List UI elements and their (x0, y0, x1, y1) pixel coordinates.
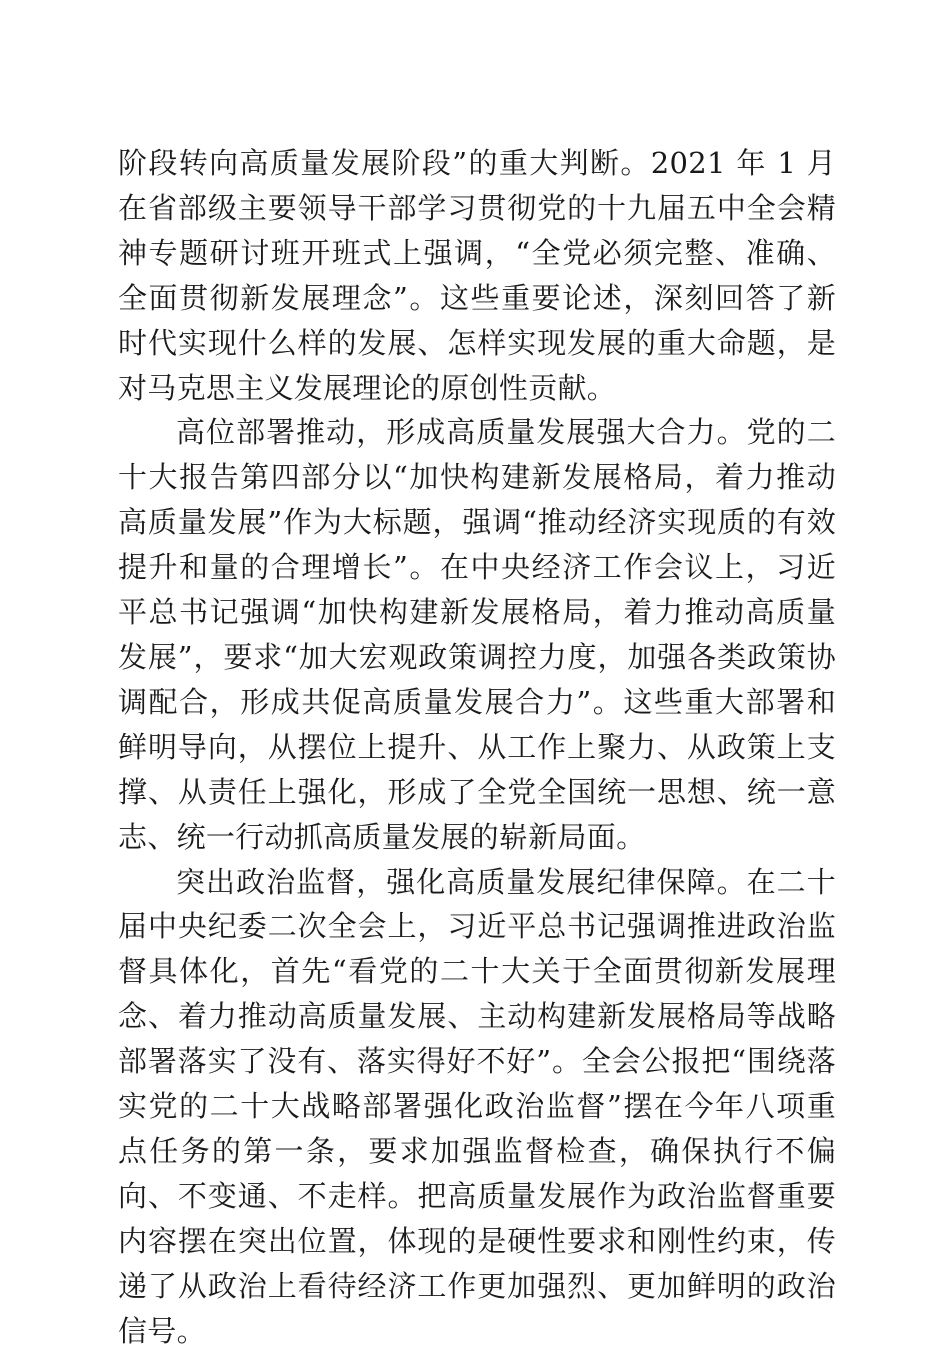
document-body (118, 141, 836, 1353)
paragraph-continuation: 阶段转向高质量发展阶段”的重大判断。2021 年 1 月在省部级主要领导干部学习贯彻党的十九届五中全会精神专题研讨班开班式上强调，“全党必须完整、准确、全面贯彻新发展理念”。这些重要论述，深刻回答了新时代实现什么样的发展、怎样实现发展的重大命题，是对马克思主义发展理论的原创性贡献。 (118, 141, 836, 410)
paragraph-high-level-deployment: 高位部署推动，形成高质量发展强大合力。党的二十大报告第四部分以“加快构建新发展格局，着力推动高质量发展”作为大标题，强调“推动经济实现质的有效提升和量的合理增长”。在中央经济工作会议上，习近平总书记强调“加快构建新发展格局，着力推动高质量发展”，要求“加大宏观政策调控力度，加强各类政策协调配合，形成共促高质量发展合力”。这些重大部署和鲜明导向，从摆位上提升、从工作上聚力、从政策上支撑、从责任上强化，形成了全党全国统一思想、统一意志、统一行动抓高质量发展的崭新局面。 (118, 410, 836, 859)
paragraph-political-supervision: 突出政治监督，强化高质量发展纪律保障。在二十届中央纪委二次全会上，习近平总书记强调推进政治监督具体化，首先“看党的二十大关于全面贯彻新发展理念、着力推动高质量发展、主动构建新发展格局等战略部署落实了没有、落实得好不好”。全会公报把“围绕落实党的二十大战略部署强化政治监督”摆在今年八项重点任务的第一条，要求加强监督检查，确保执行不偏向、不变通、不走样。把高质量发展作为政治监督重要内容摆在突出位置，体现的是硬性要求和刚性约束，传递了从政治上看待经济工作更加强烈、更加鲜明的政治信号。 (118, 860, 836, 1353)
